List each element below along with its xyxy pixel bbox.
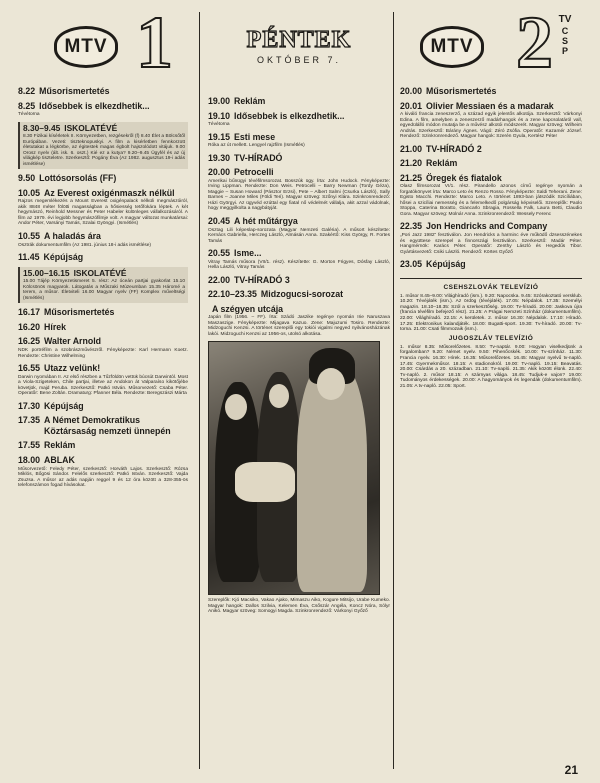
program-title: Lottósorsolás (FF) xyxy=(39,173,117,184)
program-entry xyxy=(400,101,582,140)
program-heading xyxy=(208,132,390,143)
tv-csp-label xyxy=(558,14,572,56)
program-entry xyxy=(18,173,188,184)
program-entry xyxy=(18,415,188,436)
program-heading xyxy=(18,455,188,466)
program-heading xyxy=(23,123,185,134)
program-time: 23.05 xyxy=(400,259,423,270)
program-title: A szégyen utcája xyxy=(212,303,284,314)
program-title: A Német Demokratikus Köztársaság nemzeti ünnepén xyxy=(44,415,171,436)
program-title: Petrocelli xyxy=(234,167,274,178)
foreign-tv-schedule: 1. műsor 8.35: Műsorelőzetes. 8.50: Tv-naptár. 9.00: Hogyan viselkedjünk a forgalomban? 9.20: Német nyelv. 9.50: Pihenőcskék. 10.00: Tv-színház. 11.30: Francia nyelv. 16.30: Hírek. 16.35: Műsorelőzetes. 16.45: Magyar nyelvű tv-napló. 17.45: Gyermekműsor. 18.15: A stadionokról. 19.00: Tv-napló. 19.15: Beavatás. 20.00: Csárdás a 20. században. 21.10: Tv-napló. 21.35: Akik között élünk. 22.40: Tv-napló. 2. műsor 18.15: A szárnyas világa. 18.45: Tudjuk-e vajon? 19.00: Tudományos érdekességek. 20.00: A hagyományok és legendák (dokumentumfilm). 21.05: A tv-napló. 22.05: Sport. xyxy=(400,344,582,389)
program-title: Idősebbek is elkezdhetik... xyxy=(39,100,150,111)
program-heading xyxy=(400,259,582,270)
column-divider xyxy=(199,12,200,769)
program-entry xyxy=(208,132,390,149)
program-entry xyxy=(208,153,390,164)
foreign-tv-schedule: 1. műsor 8.45–9.00: Világhíradó (ism.). 9.20: Napocska. 9.45: Szórakoztató versklub. 10.20: Tévéjáték (ism.). Az ördög (tévéjáték). 17.05: Népdalok. 17.35: Személyi magazin. 18.10–18.35: Szól a szerkesztőség. 19.00: Tv-híradó. 20.00: Jaskova újra (francia tévéfilm befejező rész). 21.25: A Prágai Nemzeti Színház (dokumentumfilm). 22.00: Világhíradó. 22.15: A kerületek. 2. műsor 16.30: Népdalok. 17.10: Híradó. 17.25: Elektronikus kalandjáték. 18.00: Bugatti-sport. 19.30: Tv-híradó. 20.00: Tv-torna. 21.00: Csati filmmozaik (ism.). xyxy=(400,293,582,333)
program-heading xyxy=(208,275,390,286)
foreign-tv-heading: CSEHSZLOVÁK TELEVÍZIÓ xyxy=(443,283,539,291)
program-time: 20.00 xyxy=(400,86,423,96)
program-entry xyxy=(208,289,390,300)
program-heading xyxy=(18,322,188,333)
program-time: 20.45 xyxy=(208,215,231,226)
program-title: Műsorismertetés xyxy=(39,86,110,96)
program-time: 21.20 xyxy=(400,158,423,169)
program-heading xyxy=(208,167,390,178)
program-time: 10.05 xyxy=(18,187,41,198)
program-description: Japán film (1956. – FF). Írta: Szádó Jaszike regénye nyomán Irie Naruszava Maszaszige. Fényképezte: Mijagava Kazuo. Zene: Majuzumi Tosiro. Rendezte: Midzoguchi Kenzsi. A történet szereplői egy tokiói vigalmi negyed nyilvánosházának lakói. Midzoguchi Kenzsi az 1956-os, utolsó alkotása. xyxy=(208,315,390,337)
day-name: PÉNTEK xyxy=(246,27,352,53)
program-heading xyxy=(400,101,582,112)
program-title: TV-HÍRADÓ 2 xyxy=(426,143,482,154)
program-time: 21.25 xyxy=(400,172,423,183)
program-time: 21.00 xyxy=(400,143,423,154)
program-entry xyxy=(208,304,390,338)
program-time: 8.22 xyxy=(18,86,36,96)
program-entry xyxy=(400,144,582,155)
program-time: 16.25 xyxy=(18,336,41,347)
program-time: 22.10–23.35 xyxy=(208,289,257,300)
program-heading xyxy=(400,158,582,169)
program-entry xyxy=(400,221,582,255)
program-heading xyxy=(400,221,582,232)
program-time: 20.55 xyxy=(208,248,231,259)
program-entry xyxy=(18,307,188,318)
program-heading xyxy=(208,96,390,107)
program-description: 15.00 Tájép Környezetismeret 5. rész: Az óceán partjai gyakorlat 15.10 Kölcsönös magyarok. Látogatás a Műszaki Múzeumban 15.35 Háromé a terem, a műsor. Életviteli 16.00 Magyar nyelv (FF) Komplex műveltségi (Ismétlés) xyxy=(23,279,185,301)
program-heading xyxy=(18,173,188,184)
csp-label: CSP xyxy=(560,26,570,56)
program-title: Esti mese xyxy=(234,131,276,142)
program-description: Műsorvezető: Feledy Péter, szerkesztő: Horváth Lajos. Szerkesztő: Rózsa Miklós, Bőgösi Sándor. Felelős szerkesztő: Patkó István. Szerkesztő: Vajda Zsuzsa. A műsor az adás napján reggel 9 és 12 óra között a 328-355-ös telefonszámon fogad hívásokat. xyxy=(18,466,188,489)
program-heading xyxy=(18,101,188,112)
program-time: 19.00 xyxy=(208,96,231,106)
program-time: 16.55 xyxy=(18,363,41,374)
program-entry xyxy=(208,341,390,615)
program-title: Olivier Messiaen és a madarak xyxy=(426,100,554,111)
program-description: 8.30 Fizikai kísérletek II. Környezetben, rezgésekről (f) 8.40 Élet a Bölcsőtől Európában. Vezeti: tiszteknopuskyi. A film a kisérletben fennkorzott életutakat a légkörbe, az égitestek magas égbolt hajszolódott vitájuk. 9.00 Orosz nyelv (ált. isk. 6. oszt.) Kié ez a kutya? 9.20–9.45 Ügyfél és az új világkép tiszteletre. Szerkesztő: Pogány Éva (Az 1982. augusztus 19-i adás ismétlése) xyxy=(23,134,185,167)
program-entry xyxy=(18,322,188,333)
program-section xyxy=(18,267,188,304)
program-description: Vitray Tamás műsora (VII/1. rész). Készítette: G. Morton Frigyes, Dósfay László, Hella László, Vitray Tamás xyxy=(208,259,390,271)
program-time: 16.20 xyxy=(18,321,41,332)
program-time: 17.30 xyxy=(18,400,41,411)
program-entry xyxy=(18,252,188,263)
program-description: Tévétorna xyxy=(18,112,40,118)
program-time: 16.17 xyxy=(18,307,41,318)
program-entry xyxy=(18,188,188,227)
program-title: ISKOLATÉVÉ xyxy=(73,267,127,278)
program-time: 19.15 xyxy=(208,131,231,142)
program-description: Olasz filmsorozat VI/1. rész. Pirandello azonos című regénye nyomán a forgatókönyvet írta: Marco Leto és Renzo Rosso. Fényképezte: Saldi Teherani. Zene: Egisto Macchi. Rendezte: Marco Leto. A történet 1893-ban játszódik Szicíliában, hősei a szicíliai nemesség és a felemelkedő polgárság képviselői. Szereplők: Paolo Stoppa, Caterina Boratto, Giancarlo Sbragia, Rossella Falk, Laura Betti, Claudio Gora. Magyar szöveg: Molnár Anna. Szinkronrendező: Wessely Ferenc xyxy=(400,184,582,217)
program-title: ISKOLATÉVÉ xyxy=(64,122,118,133)
program-description: „Pori Jazz 1982” fesztiválon. Jon Hendricks a harminc éve működő dzsesszénekes és együttese szerepel a finnországi fesztiválon. Szerkesztő: Madár Péter. Hangmérnök: Karács Péter. Operatőr: Zenthy László és Hegedűs Tibor. Gyártásvezető: Csiki László. Rendező: Körtes Győző xyxy=(400,233,582,255)
page-number: 21 xyxy=(564,763,578,777)
program-entry xyxy=(208,167,390,212)
program-time: 11.45 xyxy=(18,252,40,263)
program-heading xyxy=(18,252,188,263)
film-still-photo xyxy=(208,341,380,595)
program-title: Képújság xyxy=(43,252,84,263)
program-time: 17.55 xyxy=(18,440,41,451)
program-time: 19.30 xyxy=(208,152,231,163)
program-heading xyxy=(208,248,390,259)
program-time: 15.00–16.15 xyxy=(23,267,70,278)
program-description: Osztrák dokumentumfilm (Az 1981. június 18-i adás ismétlése) xyxy=(18,242,152,248)
program-heading xyxy=(208,153,390,164)
program-heading xyxy=(208,289,390,300)
friday-column xyxy=(208,10,390,773)
program-description: Amerikai bűnügyi tévéfilmsorozat. Bosszúk ügy. Írta: John Hudock. Fényképezte: Irving Lippman. Rendezte: Don Weis. Petrocelli – Barry Newman (Tordy Géza), Maggie – Susan Howard (Pásztor Erzsi), Pete – Albert Salmi (Csurka László), Sally Barnes – Joanne Miles (Földi Teri). Magyar szöveg: Szőnyi Klára. Szinkronrendező: Házi Györgyi. Az ügyvéd ezúttal egy fiatal nő védelmét vállalja, akit azzal vádolnak, hogy meggyilkolta a nagybátyját. xyxy=(208,178,390,212)
program-description: Darwin nyomában II. Az első részben a Tűzföldön vettük búcsút Darwintól. Most a Viola-Szigeteken, Chile partjai, illetve az Andokon át Valparaíso kikötőjébe követjük, majd Peruba. Szerkesztő: Patkó István. Műsorvezető: Csaba Péter. Operatőr: Bene Zoltán. Dramaturg: Pfanner Béla. Rendezte: Beregszászi Márta xyxy=(18,374,188,397)
program-entry xyxy=(208,248,390,271)
program-heading xyxy=(208,111,390,122)
program-heading xyxy=(18,307,188,318)
program-heading xyxy=(18,86,188,97)
mtv2-channel-number: 2 xyxy=(516,10,553,84)
program-title: Képújság xyxy=(426,259,466,270)
program-title: Öregek és fiatalok xyxy=(426,172,502,183)
program-description: Róka az út mellett. Lengyel rajzfilm (Ismétlés) xyxy=(208,143,305,149)
program-title: Idősebbek is elkezdhetik... xyxy=(234,110,345,121)
program-title: Reklám xyxy=(44,440,76,451)
program-description: Szereplők: Kjó Macsiko, Vakao Ajako, Mimaszu Aiko, Kogure Mitsijo, Urabe Kumeko. Magyar hangok: Dallos Szilvia, Kelemen Éva, Csőszár Angéla, Koncz Nóra, Sólyr Anikó. Magyar szöveg: Somogyi Magda. Szinkronrendező: Várkonyi Győző xyxy=(208,598,390,615)
program-title: A haladás ára xyxy=(44,230,101,241)
program-heading xyxy=(400,144,582,155)
tv-label: TV xyxy=(558,14,572,25)
program-title: Utazz velünk! xyxy=(44,363,101,374)
program-description: A kiváló francia zeneszerző, a század egyik jelentős alkotója. Szerkesztő: Várkonyi Edina. A film, amelyben a zeneszerző madárhangok és a zene kapcsolatáról vall, egyedülálló módon mutatja be a művész alkotói módszerét. Magyar szöveg: Wilheim András. Szerkesztő: Bárány Ágnes. Vágó: Zéró Zsófia. Operatőr: Kazamér József. Rendező: Szinkronrendező. Magyar hangok: Szerén Gyula, Kertész Péter xyxy=(400,112,582,140)
program-title: Műsorismertetés xyxy=(44,307,115,318)
program-heading xyxy=(400,86,582,97)
program-time: 8.25 xyxy=(18,100,36,111)
mtv1-program-list xyxy=(18,86,188,489)
program-heading xyxy=(18,188,188,199)
mtv2-column xyxy=(400,10,582,773)
program-entry xyxy=(18,440,188,451)
program-title: TV-HÍRADÓ 3 xyxy=(234,274,290,285)
program-title: TV-HÍRADÓ xyxy=(234,152,283,163)
program-description: NDK portréfilm a szobrászművészről. Fényképezte: Karl Hermann Koetz. Rendezte: Christine Wilhelming xyxy=(18,348,188,359)
program-heading xyxy=(208,216,390,227)
foreign-tv-heading: JUGOSZLÁV TELEVÍZIÓ xyxy=(448,334,534,342)
program-title: A hét műtárgya xyxy=(234,215,298,226)
program-time: 18.00 xyxy=(18,455,41,465)
program-entry xyxy=(208,216,390,244)
program-description: Osztag Lili képeslap-sorozata (Magyar Nemzeti Galéria). A műsort készítette: Kernács Gabriella, Herczeg László, Almásán Anna. Szakértő: Kiss György, R. Fortes Tamás xyxy=(208,227,390,244)
program-heading xyxy=(18,231,188,242)
program-time: 10.55 xyxy=(18,230,41,241)
program-entry xyxy=(18,401,188,412)
program-heading xyxy=(208,304,390,315)
mtv1-channel-number: 1 xyxy=(136,10,173,84)
program-description: Rajzos megemlékezés a Mount Everest oxigénpalack nélküli megmászóiról, akik 8848 méter fölötti magasságban a hősiesség tetőfokára léptek. A két hegymászó, Reinhold Messner és Peter Habeler különleges vállalkozásáról. A film az 1979. évi legjobb hegymászófilmje volt. A magyar változat munkatársai: Andor Péter, Varsányi Tamás, Szalai Gyöngyi. (Ismétlés) xyxy=(18,199,188,227)
program-heading xyxy=(18,440,188,451)
program-entry xyxy=(18,363,188,397)
program-time: 8.30–9.45 xyxy=(23,122,61,133)
program-heading xyxy=(18,363,188,374)
program-entry xyxy=(400,158,582,169)
program-time: 22.35 xyxy=(400,221,423,232)
program-title: Walter Arnold xyxy=(44,336,102,347)
program-description: Tévétorna xyxy=(208,122,230,128)
program-entry xyxy=(18,455,188,489)
program-entry xyxy=(18,101,188,118)
program-time: 9.50 xyxy=(18,173,36,184)
program-entry xyxy=(400,259,582,270)
mtv2-header xyxy=(400,10,582,84)
program-entry xyxy=(400,173,582,218)
program-entry xyxy=(208,96,390,107)
mtv1-header xyxy=(18,10,188,84)
program-entry xyxy=(18,231,188,248)
program-entry xyxy=(18,336,188,359)
program-time: 22.00 xyxy=(208,274,231,285)
program-time: 20.01 xyxy=(400,100,423,111)
program-time: 19.10 xyxy=(208,110,231,121)
program-entry xyxy=(208,111,390,128)
day-header xyxy=(208,28,390,88)
mtv1-column xyxy=(18,10,188,773)
mtv1-logo: MTV xyxy=(54,26,118,68)
program-title: Midzogucsi-sorozat xyxy=(260,289,344,300)
program-section xyxy=(18,122,188,170)
program-heading xyxy=(18,415,188,436)
program-entry xyxy=(208,275,390,286)
mtv2-logo: MTV xyxy=(420,26,484,68)
program-heading xyxy=(400,173,582,184)
program-title: Képújság xyxy=(44,400,84,411)
program-entry xyxy=(400,86,582,97)
program-title: Isme... xyxy=(234,248,262,259)
program-title: Hírek xyxy=(44,321,67,332)
program-title: Műsorismertetés xyxy=(426,86,497,96)
program-time: 17.35 xyxy=(18,415,41,426)
foreign-tv-box xyxy=(400,278,582,390)
program-heading xyxy=(23,268,185,279)
mtv2-program-list xyxy=(400,86,582,270)
column-divider xyxy=(393,12,394,769)
program-time: 20.00 xyxy=(208,167,231,178)
program-title: Reklám xyxy=(234,96,266,106)
program-entry xyxy=(18,86,188,97)
friday-program-list xyxy=(208,96,390,615)
program-title: Reklám xyxy=(426,158,458,169)
program-title: Az Everest oxigénmaszk nélkül xyxy=(44,187,175,198)
program-heading xyxy=(18,336,188,347)
program-title: ABLAK xyxy=(44,455,75,465)
program-heading xyxy=(18,401,188,412)
day-date: OKTÓBER 7. xyxy=(256,55,341,65)
program-title: Jon Hendricks and Company xyxy=(426,221,548,232)
